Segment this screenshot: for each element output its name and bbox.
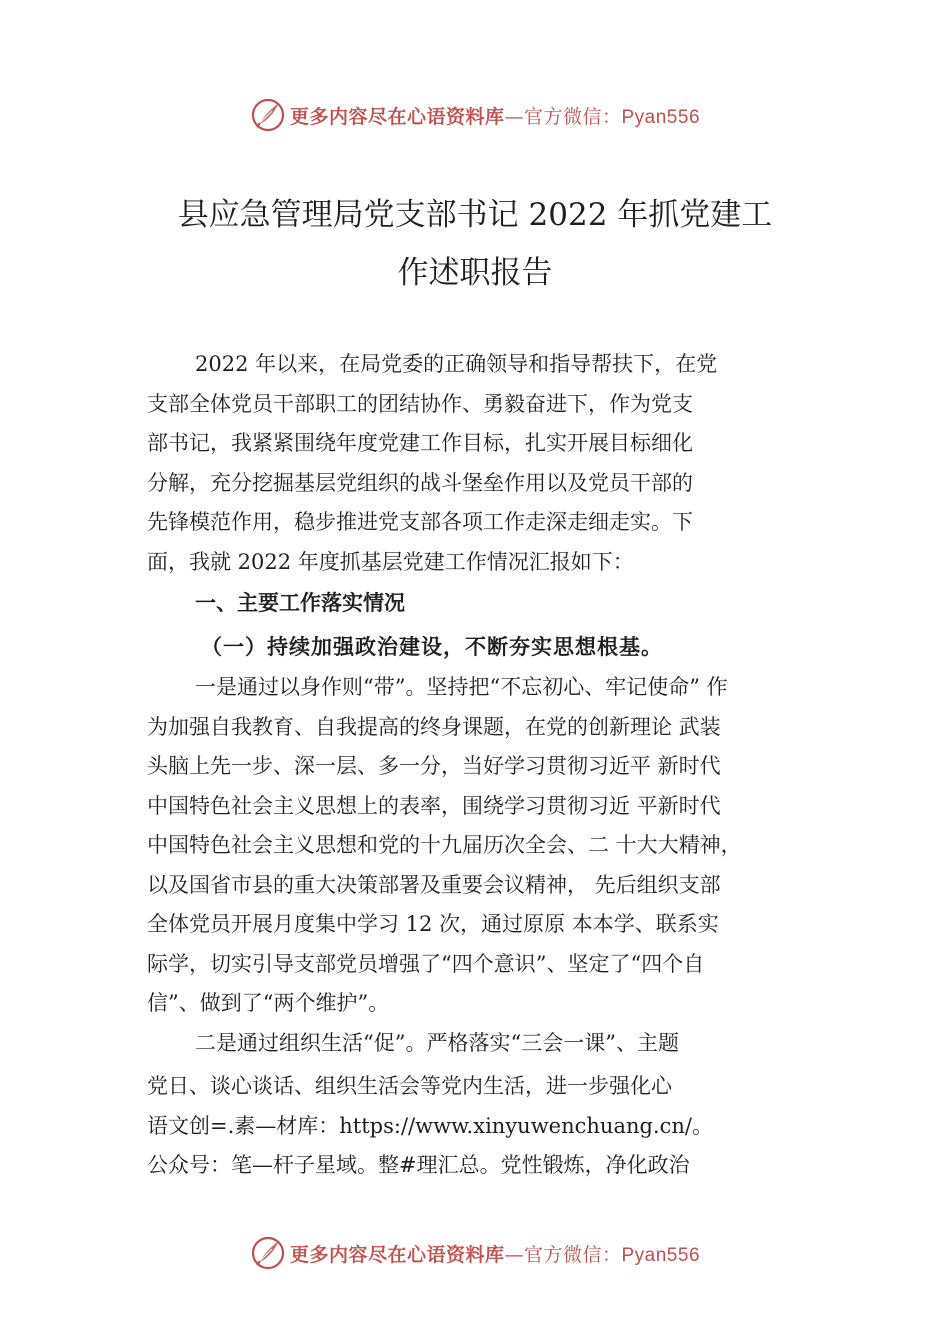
intro-line: 分解，充分挖掘基层党组织的战斗堡垒作用以及党员干部的 [147, 470, 693, 495]
para1-line: 一是通过以身作则“带”。坚持把“不忘初心、牢记使命” 作 [195, 675, 728, 699]
section-heading: 一、主要工作落实情况 [195, 591, 405, 615]
banner-dash: — [504, 105, 524, 128]
footer-banner [0, 1233, 950, 1273]
para1-line: 中国特色社会主义思想和党的十九届历次全会、二 十大大精神， [147, 833, 742, 857]
para2-line: 党日、谈心谈话、组织生活会等党内生活，进一步强化心 [147, 1074, 672, 1098]
para1-line: 全体党员开展月度集中学习 12 次，通过原原 本本学、联系实 [147, 912, 719, 936]
subsection-heading: （一）持续加强政治建设，不断夯实思想根基。 [201, 634, 663, 659]
para1-line: 头脑上先一步、深一层、多一分，当好学习贯彻习近平 新时代 [147, 754, 721, 778]
document-body [147, 345, 837, 1186]
intro-line: 支部全体党员干部职工的团结协作、勇毅奋进下，作为党支 [147, 391, 693, 416]
banner-wechat-id: Pyan556 [621, 1244, 701, 1266]
banner-brand: 更多内容尽在心语资料库 [289, 105, 505, 128]
para2-line: 语文创=.素—材库：https://www.xinyuwenchuang.cn/。 [147, 1113, 713, 1138]
banner-text [290, 1240, 700, 1267]
banner-dash: — [504, 1243, 524, 1266]
intro-line: 部书记，我紧紧围绕年度党建工作目标，扎实开展目标细化 [147, 431, 693, 455]
para1-line: 以及国省市县的重大决策部署及重要会议精神， 先后组织支部 [147, 872, 721, 897]
banner-brand: 更多内容尽在心语资料库 [289, 1243, 505, 1266]
feather-pen-logo-icon [250, 97, 286, 133]
intro-line: 面，我就 2022 年度抓基层党建工作情况汇报如下： [147, 549, 634, 574]
body-paragraph-2 [147, 1024, 837, 1186]
banner-text [290, 102, 700, 129]
title-line-1: 县应急管理局党支部书记 2022 年抓党建工 [177, 197, 773, 233]
body-paragraph-1 [147, 668, 837, 1024]
para1-line: 际学，切实引导支部党员增强了“四个意识”、坚定了“四个自 [147, 951, 705, 976]
banner-wechat-label: 官方微信： [523, 1243, 622, 1266]
intro-line: 2022 年以来，在局党委的正确领导和指导帮扶下，在党 [195, 352, 718, 376]
banner-wechat-id: Pyan556 [621, 106, 701, 128]
banner-wechat-label: 官方微信： [523, 105, 622, 128]
intro-paragraph [147, 345, 837, 582]
para1-line: 中国特色社会主义思想上的表率，围绕学习贯彻习近 平新时代 [147, 793, 721, 818]
title-line-2: 作述职报告 [397, 255, 553, 291]
para2-line: 公众号：笔—杆子星域。整#理汇总。党性锻炼，净化政治 [147, 1153, 690, 1177]
para1-line: 为加强自我教育、自我提高的终身课题，在党的创新理论 武装 [147, 714, 721, 739]
para2-line: 二是通过组织生活“促”。严格落实“三会一课”、主题 [195, 1030, 679, 1055]
para1-line: 信”、做到了“两个维护”。 [147, 991, 390, 1015]
feather-pen-logo-icon [250, 1235, 286, 1271]
intro-line: 先锋模范作用，稳步推进党支部各项工作走深走细走实。下 [147, 510, 693, 534]
header-banner [0, 95, 950, 135]
document-title [100, 186, 850, 302]
